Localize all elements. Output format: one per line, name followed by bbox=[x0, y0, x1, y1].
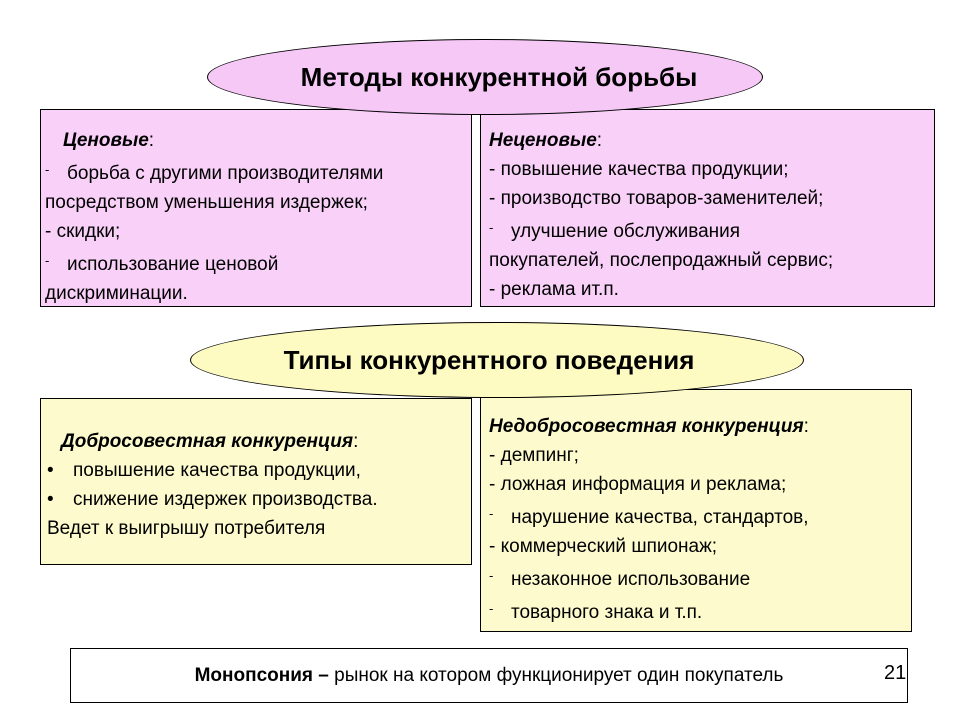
page-number: 21 bbox=[884, 662, 907, 684]
competition-methods-title bbox=[207, 39, 763, 115]
list-item: - нарушение качества, стандартов, bbox=[489, 499, 911, 532]
bullet-marker: • bbox=[47, 489, 54, 510]
unfair-competition-heading: Недобросовестная конкуренция: bbox=[489, 416, 809, 437]
list-item: - ложная информация и реклама; bbox=[489, 474, 787, 495]
list-item: - реклама ит.п. bbox=[489, 279, 619, 300]
list-item: • снижение издержек производства. bbox=[47, 485, 471, 514]
section-title: Типы конкурентного поведения bbox=[283, 344, 695, 375]
list-item: - незаконное использование bbox=[489, 561, 911, 594]
list-item: - улучшение обслуживания bbox=[489, 213, 934, 246]
list-item: - скидки; bbox=[45, 221, 121, 242]
monopsony-term: Монопсония – bbox=[194, 664, 329, 686]
list-item: - использование ценовой bbox=[45, 246, 471, 279]
dash-marker: - bbox=[45, 253, 50, 268]
list-item: покупателей, послепродажный сервис; bbox=[489, 250, 834, 271]
nonprice-methods-heading: Неценовые: bbox=[489, 130, 603, 151]
dash-marker: - bbox=[489, 568, 494, 583]
fair-competition-heading: Добросовестная конкуренция: bbox=[61, 431, 359, 452]
nonprice-methods-box bbox=[480, 109, 935, 307]
section-title: Методы конкурентной борьбы bbox=[300, 61, 698, 92]
list-item: • повышение качества продукции, bbox=[47, 456, 471, 485]
bullet-marker: • bbox=[47, 460, 54, 481]
list-item: - борьба с другими производителями bbox=[45, 155, 471, 188]
list-item: - товарного знака и т.п. bbox=[489, 594, 911, 627]
dash-marker: - bbox=[45, 162, 50, 177]
dash-marker: - bbox=[489, 506, 494, 521]
list-item: - производство товаров-заменителей; bbox=[489, 188, 824, 209]
list-item: - повышение качества продукции; bbox=[489, 159, 789, 180]
monopsony-text: рынок на котором функционирует один покупатель bbox=[328, 664, 784, 686]
competition-behavior-title bbox=[190, 322, 804, 398]
fair-competition-box bbox=[40, 398, 472, 565]
unfair-competition-box bbox=[480, 389, 912, 632]
monopsony-definition bbox=[70, 648, 908, 703]
fair-competition-conclusion: Ведет к выигрышу потребителя bbox=[47, 518, 326, 539]
dash-marker: - bbox=[489, 220, 494, 235]
price-methods-box bbox=[40, 109, 472, 307]
list-item: - демпинг; bbox=[489, 445, 579, 466]
dash-marker: - bbox=[489, 601, 494, 616]
price-methods-heading: Ценовые: bbox=[63, 130, 155, 151]
list-item: посредством уменьшения издержек; bbox=[45, 192, 368, 213]
list-item: дискриминации. bbox=[45, 283, 188, 304]
list-item: - коммерческий шпионаж; bbox=[489, 536, 718, 557]
